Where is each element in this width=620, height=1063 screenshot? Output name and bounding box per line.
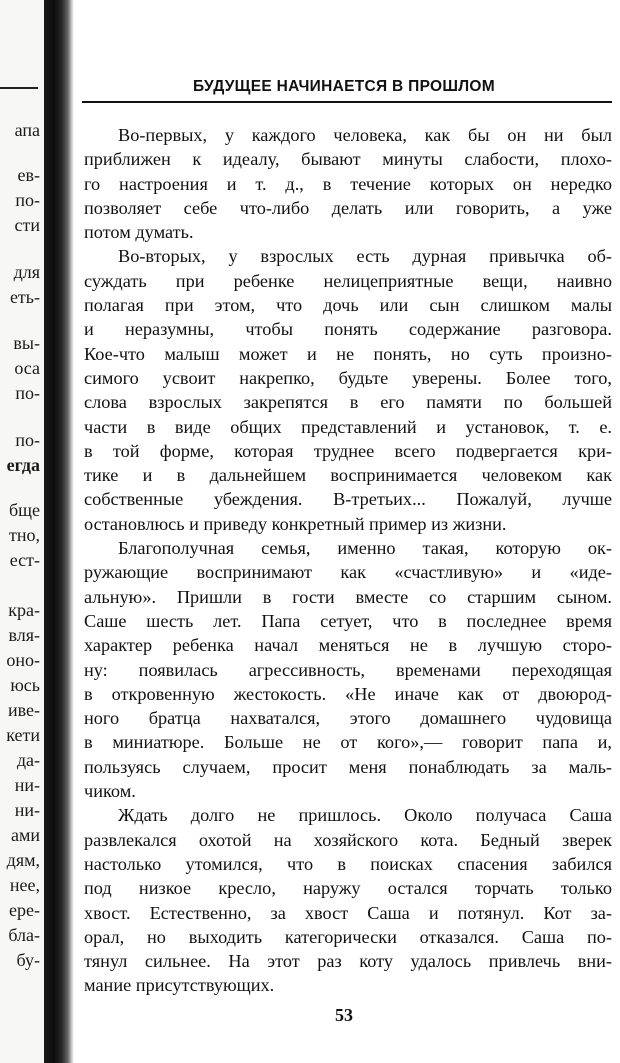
text-line: приближен к идеалу, бывают минуты слабости, плохо- bbox=[84, 149, 612, 170]
facing-page-fragment: для bbox=[13, 262, 40, 282]
text-line: ну: появилась агрессивность, временами переходящая bbox=[84, 659, 612, 680]
facing-page-fragment: ере- bbox=[9, 900, 40, 920]
facing-page-header-rule bbox=[0, 87, 38, 89]
facing-page-fragment: иве- bbox=[7, 700, 40, 720]
facing-page-fragment: ами bbox=[10, 825, 40, 845]
text-line: Кое-что малыш может и не понять, но суть произно- bbox=[84, 343, 612, 364]
text-line: Во-вторых, у взрослых есть дурная привычка об- bbox=[118, 246, 612, 267]
facing-page-fragment: тно, bbox=[9, 525, 40, 545]
text-line: суждать при ребенке нелицеприятные вещи, наивно bbox=[84, 270, 612, 291]
page-number: 53 bbox=[335, 1005, 353, 1025]
text-line: в откровенную жестокость. «Не иначе как от двоюрод- bbox=[84, 683, 612, 704]
text-line: собственные убеждения. В-третьих... Пожалуй, лучше bbox=[84, 489, 612, 510]
facing-page-fragment: сти bbox=[14, 215, 40, 235]
facing-page-fragment: бу- bbox=[16, 950, 40, 970]
text-line: хвост. Естественно, за хвост Саша и потянул. Кот за- bbox=[84, 902, 612, 923]
text-line: орал, но выходить категорически отказался. Саша по- bbox=[84, 926, 612, 947]
running-head: БУДУЩЕЕ НАЧИНАЕТСЯ В ПРОШЛОМ bbox=[193, 78, 495, 95]
text-line: го настроения и т. д., в течение которых он нередко bbox=[84, 173, 612, 194]
facing-page-fragment: еть- bbox=[9, 287, 40, 307]
text-line: Саше шесть лет. Папа сетует, что в последнее время bbox=[84, 610, 612, 631]
text-line: тике и в дальнейшем воспринимается человеком как bbox=[84, 465, 612, 486]
facing-page-fragment: ни- bbox=[14, 775, 40, 795]
text-line: симого усвоит накрепко, будьте уверены. Более того, bbox=[84, 367, 612, 388]
text-line: тянул сильнее. На этот раз коту удалось привлечь вни- bbox=[84, 951, 612, 972]
facing-page-fragment: нее, bbox=[9, 875, 40, 895]
text-line: ного братца нахватался, этого домашнего чудовища bbox=[84, 708, 612, 729]
text-line: настолько утомился, что в поисках спасения забился bbox=[84, 853, 612, 874]
facing-page-fragment: бла- bbox=[8, 925, 40, 945]
facing-page-fragment: кра- bbox=[8, 600, 40, 620]
text-line: части в виде общих представлений и установок, т. е. bbox=[84, 416, 612, 437]
facing-page-fragment: да- bbox=[16, 750, 40, 770]
facing-page-fragment: юсь bbox=[10, 675, 40, 695]
text-line: позволяет себе что-либо делать или говорить, а уже bbox=[84, 197, 612, 218]
facing-page-fragment: оно- bbox=[6, 650, 40, 670]
facing-page-fragment: вы- bbox=[13, 333, 40, 353]
text-line: остановлюсь и приведу конкретный пример из жизни. bbox=[84, 513, 507, 534]
facing-page-fragment: вля- bbox=[8, 625, 40, 645]
text-line: в той форме, которая труднее всего подвергается кри- bbox=[84, 440, 612, 461]
text-line: характер ребенка начал меняться не в лучшую сторо- bbox=[84, 635, 612, 656]
book-spine-gutter bbox=[44, 0, 74, 1063]
facing-page-fragment: по- bbox=[15, 190, 40, 210]
facing-page-fragment: апа bbox=[14, 120, 40, 140]
facing-page-edge bbox=[0, 0, 44, 1063]
facing-page-fragment: дям, bbox=[6, 850, 40, 870]
text-line: полагая при этом, что дочь или сын слишком малы bbox=[84, 295, 612, 316]
facing-page-fragment: ев- bbox=[17, 165, 40, 185]
text-line: и неразумны, чтобы понять содержание разговора. bbox=[84, 319, 612, 340]
facing-page-fragment: по- bbox=[15, 383, 40, 403]
text-line: ружающие воспринимают как «счастливую» и «иде- bbox=[84, 562, 612, 583]
facing-page-fragment: по- bbox=[15, 430, 40, 450]
body-text bbox=[84, 123, 612, 998]
text-line: мание присутствующих. bbox=[84, 975, 275, 996]
facing-page-fragment: ест- bbox=[9, 550, 40, 570]
text-line: в миниатюре. Больше не от кого»,— говорит папа и, bbox=[84, 732, 612, 753]
facing-page-fragment: егда bbox=[6, 455, 40, 475]
facing-page-fragment: ни- bbox=[14, 800, 40, 820]
text-line: пользуясь случаем, просит меня понаблюдать за маль- bbox=[84, 756, 612, 777]
facing-page-fragment: оса bbox=[14, 358, 40, 378]
text-line: слова взрослых закрепятся в его памяти по большей bbox=[84, 392, 612, 413]
header-rule bbox=[82, 101, 612, 103]
facing-page-fragment: бще bbox=[8, 500, 40, 520]
text-line: Во-первых, у каждого человека, как бы он ни был bbox=[118, 125, 612, 145]
facing-page-fragment: кети bbox=[6, 725, 40, 745]
book-page bbox=[74, 0, 620, 1063]
text-line: Благополучная семья, именно такая, которую ок- bbox=[118, 538, 612, 559]
text-line: развлекался охотой на хозяйского кота. Бедный зверек bbox=[84, 829, 612, 850]
text-line: альную». Пришли в гости вместе со старшим сыном. bbox=[84, 586, 612, 607]
text-line: под низкое кресло, наружу остался торчать только bbox=[84, 878, 612, 899]
text-line: чиком. bbox=[84, 781, 136, 802]
text-line: Ждать долго не пришлось. Около получаса Саша bbox=[118, 805, 612, 826]
text-line: потом думать. bbox=[84, 222, 194, 243]
